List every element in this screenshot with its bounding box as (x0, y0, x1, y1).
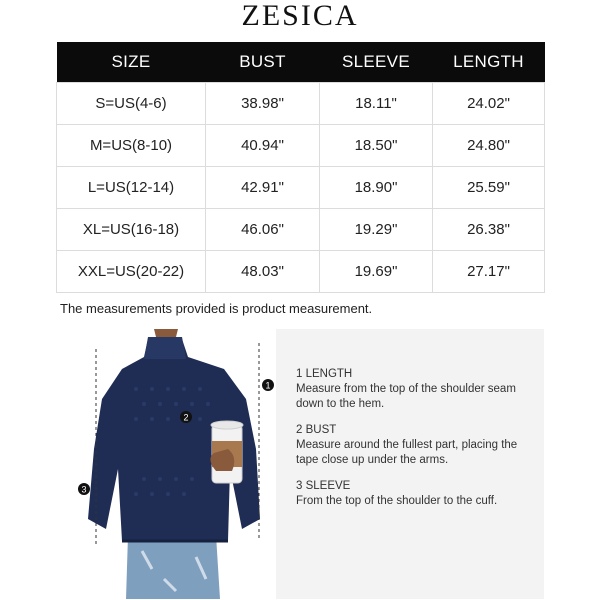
table-row (57, 167, 545, 209)
measurement-length-title: 1 LENGTH (296, 368, 353, 380)
cell-length: 24.80" (433, 125, 545, 167)
cell-sleeve: 18.50" (320, 125, 433, 167)
cell-size: L=US(12-14) (57, 167, 206, 209)
cell-size: S=US(4-6) (57, 83, 206, 125)
cell-size: M=US(8-10) (57, 125, 206, 167)
table-row (57, 209, 545, 251)
table-header-row (57, 42, 545, 83)
collar-shape (144, 337, 186, 359)
cell-length: 27.17" (433, 251, 545, 293)
measurement-bust-title: 2 BUST (296, 424, 337, 436)
measurement-length-text: Measure from the top of the shoulder seam down to the hem. (296, 383, 516, 410)
cell-sleeve: 19.29" (320, 209, 433, 251)
cell-size: XXL=US(20-22) (57, 251, 206, 293)
cell-bust: 42.91" (206, 167, 320, 209)
sweater-illustration (56, 329, 276, 599)
cell-length: 24.02" (433, 83, 545, 125)
table-row (57, 251, 545, 293)
cell-size: XL=US(16-18) (57, 209, 206, 251)
size-chart-table (56, 42, 545, 293)
cell-bust: 38.98" (206, 83, 320, 125)
header-size: SIZE (57, 42, 206, 83)
measurement-length (296, 367, 536, 412)
header-bust: BUST (206, 42, 320, 83)
marker-2-icon (180, 411, 192, 423)
header-sleeve: SLEEVE (320, 42, 433, 83)
measurement-guide-panel (276, 329, 544, 599)
cell-bust: 40.94" (206, 125, 320, 167)
measurement-bust (296, 423, 536, 468)
marker-2-label: 2 (183, 412, 189, 423)
marker-3-icon (78, 483, 90, 495)
marker-1-icon (262, 379, 274, 391)
table-row (57, 125, 545, 167)
cell-length: 25.59" (433, 167, 545, 209)
measurement-note: The measurements provided is product measurement. (60, 301, 373, 316)
measurement-descriptions (296, 367, 536, 520)
measurement-bust-text: Measure around the fullest part, placing the tape close up under the arms. (296, 439, 518, 466)
measurement-sleeve-title: 3 SLEEVE (296, 480, 351, 492)
cell-length: 26.38" (433, 209, 545, 251)
cell-sleeve: 18.11" (320, 83, 433, 125)
cell-sleeve: 19.69" (320, 251, 433, 293)
marker-1-label: 1 (265, 380, 271, 391)
cell-bust: 46.06" (206, 209, 320, 251)
header-length: LENGTH (433, 42, 545, 83)
table-row (57, 83, 545, 125)
cell-sleeve: 18.90" (320, 167, 433, 209)
cell-bust: 48.03" (206, 251, 320, 293)
brand-logo: ZESICA (241, 0, 359, 32)
marker-3-label: 3 (81, 484, 87, 495)
measurement-sleeve (296, 479, 536, 509)
measurement-sleeve-text: From the top of the shoulder to the cuff. (296, 495, 498, 507)
